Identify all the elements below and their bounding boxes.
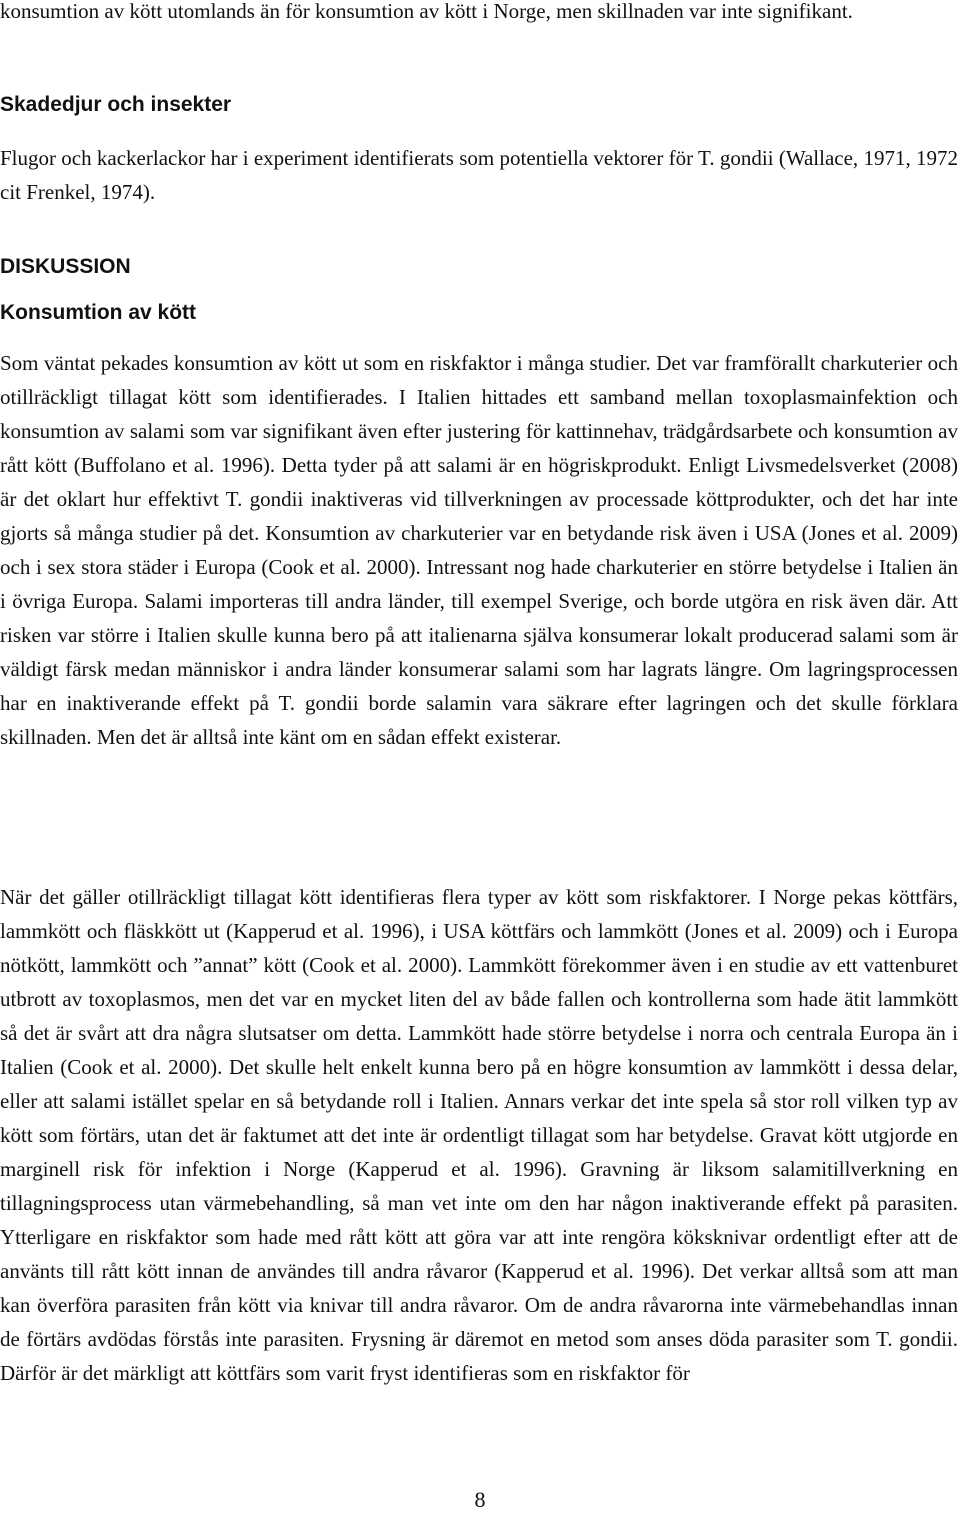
paragraph-pests: Flugor och kackerlackor har i experiment identifierats som potentiella vektorer för T. gondii (Wallace, 1971, 1972 cit Frenkel, 1974). <box>0 146 958 204</box>
page-number: 8 <box>474 1487 486 1512</box>
heading-konsumtion-av-kott: Konsumtion av kött <box>0 301 197 324</box>
paragraph-meat-consumption: Som väntat pekades konsumtion av kött ut som en riskfaktor i många studier. Det var framförallt charkuterier och otillräckligt tillagat kött som identifierades. I Italien hittades ett samband mellan toxoplasmainfektion och konsumtion av salami som var signifikant även efter justering för kattinnehav, trädgårdsarbete och konsumtion av rått kött (Buffolano et al. 1996). Detta tyder på att salami är en högriskprodukt. Enligt Livsmedelsverket (2008) är det oklart hur effektivt T. gondii inaktiveras vid tillverkningen av processade köttprodukter, och det har inte gjorts så många studier på det. Konsumtion av charkuterier var en betydande risk även i USA (Jones et al. 2009) och i sex stora städer i Europa (Cook et al. 2000). Intressant nog hade charkuterier en större betydelse i Italien än i övriga Europa. Salami importeras till andra länder, till exempel Sverige, och borde utgöra en risk även där. Att risken var större i Italien skulle kunna bero på att italienarna själva konsumerar lokalt producerad salami som är väldigt färsk medan människor i andra länder konsumerar salami som har lagrats längre. Om lagringsprocessen har en inaktiverande effekt på T. gondii borde salamin vara säkrare efter lagringen och det skulle förklara skillnaden. Men det är alltså inte känt om en sådan effekt existerar. <box>0 351 958 749</box>
paragraph-intro-tail: konsumtion av kött utomlands än för konsumtion av kött i Norge, men skillnaden var inte signifikant. <box>0 0 853 23</box>
heading-diskussion <box>0 255 131 279</box>
heading-diskussion-text: DISKUSSION <box>0 255 131 278</box>
paragraph-undercooked-meat: När det gäller otillräckligt tillagat kött identifieras flera typer av kött som riskfaktorer. I Norge pekas köttfärs, lammkött och fläskkött ut (Kapperud et al. 1996), i USA köttfärs och lammkött (Jones et al. 2009) och i Europa nötkött, lammkött och ”annat” kött (Cook et al. 2000). Lammkött förekommer även i en studie av ett vattenburet utbrott av toxoplasmos, men det var en mycket liten del av både fallen och kontrollerna som hade ätit lammkött så det är svårt att dra några slutsatser om detta. Lammkött hade större betydelse i norra och centrala Europa än i Italien (Cook et al. 2000). Det skulle helt enkelt kunna bero på en högre konsumtion av lammkött i dessa delar, eller att salami istället spelar en så betydande roll i Italien. Annars verkar det inte spela så stor roll vilken typ av kött som förtärs, utan det är faktumet att det inte är ordentligt tillagat som har betydelse. Gravat kött utgjorde en marginell risk för infektion i Norge (Kapperud et al. 1996). Gravning är liksom salamitillverkning en tillagningsprocess utan värmebehandling, så man vet inte om den har någon inaktiverande effekt på parasiten. Ytterligare en riskfaktor som hade med rått kött att göra var att inte rengöra köksknivar ordentligt efter att de använts till rått kött innan de användes till andra råvaror (Kapperud et al. 1996). Det verkar alltså som att man kan överföra parasiten från kött via knivar till andra råvaror. Om de andra råvarorna inte värmebehandlas innan de förtärs avdödas förstås inte parasiten. Frysning är däremot en metod som anses döda parasiter som T. gondii. Därför är det märkligt att köttfärs som varit fryst identifieras som en riskfaktor för <box>0 885 958 1385</box>
heading-skadedjur-och-insekter: Skadedjur och insekter <box>0 93 232 116</box>
